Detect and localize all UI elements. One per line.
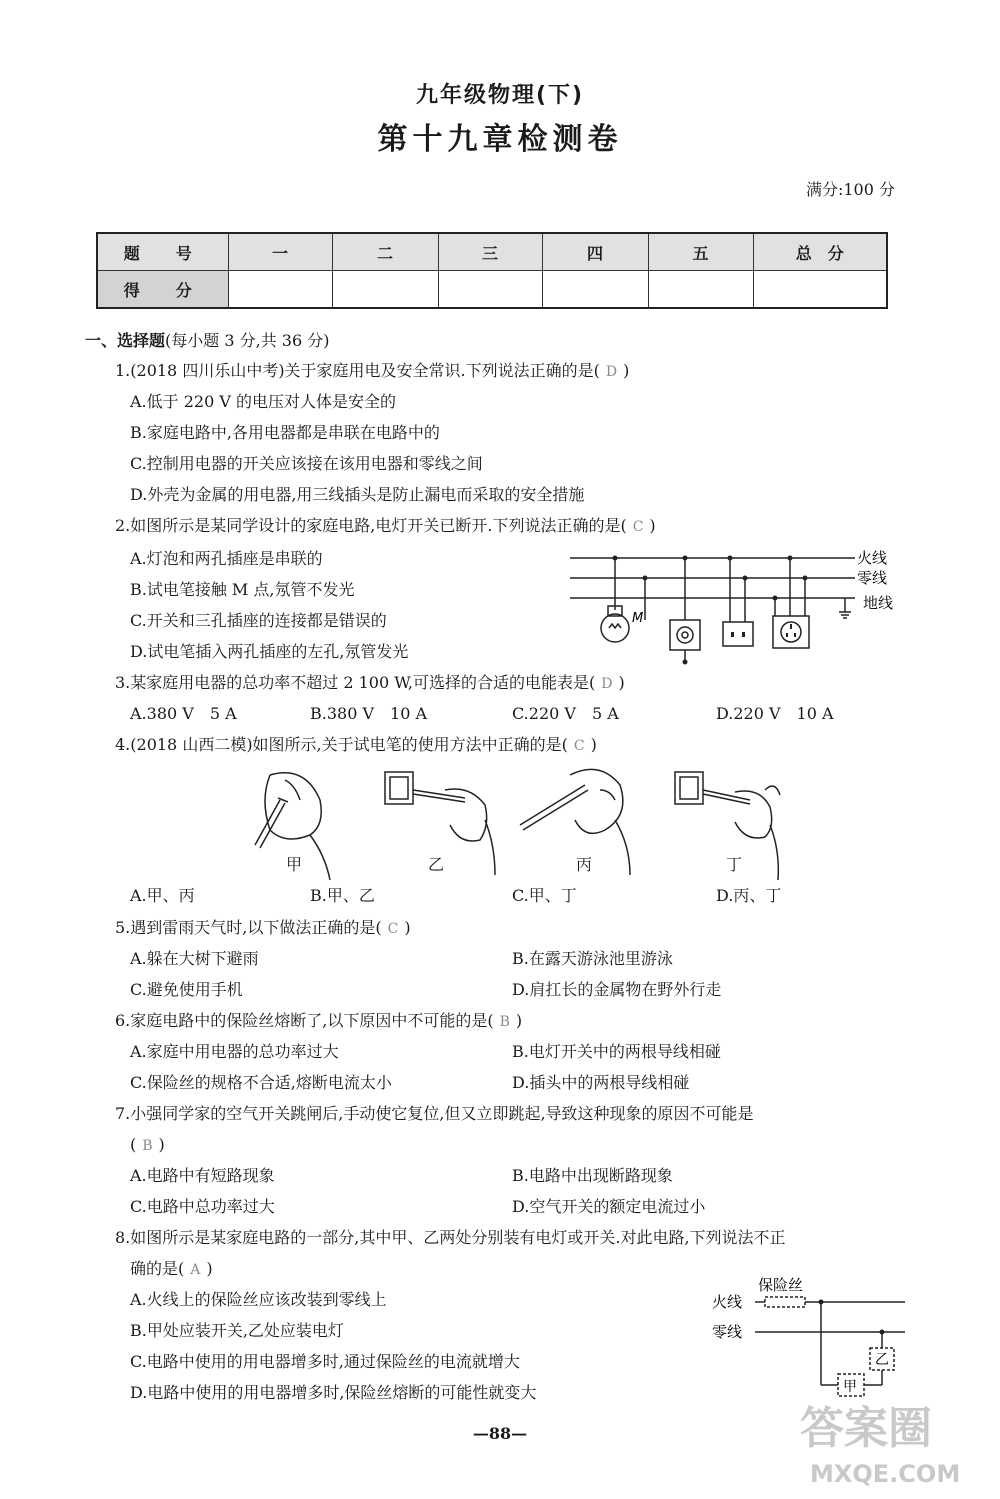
- stem-text: 6.家庭电路中的保险丝熔断了,以下原因中不可能的是(: [115, 1011, 494, 1030]
- option-d: D.电路中使用的用电器增多时,保险丝熔断的可能性就变大: [130, 1383, 537, 1402]
- answer-mark: B: [499, 1014, 510, 1030]
- household-circuit-figure: [560, 540, 910, 670]
- score-table-cell: 五: [648, 233, 753, 271]
- option-c: C.开关和三孔插座的连接都是错误的: [130, 611, 387, 630]
- score-table-cell: [228, 271, 332, 309]
- stem-close: ): [618, 673, 625, 692]
- score-table-cell: 四: [542, 233, 648, 271]
- option-a: A.灯泡和两孔插座是串联的: [130, 549, 323, 568]
- answer-mark: C: [632, 519, 644, 535]
- score-table-cell: [648, 271, 753, 309]
- stem-text: 5.遇到雷雨天气时,以下做法正确的是(: [115, 918, 382, 937]
- option-b: B.试电笔接触 M 点,氖管不发光: [130, 580, 355, 599]
- score-table-score-row: [97, 271, 887, 309]
- watermark-logo: [800, 1400, 990, 1490]
- figure-label-ding: 丁: [726, 855, 743, 874]
- score-table-cell: [753, 271, 887, 309]
- answer-mark: D: [605, 364, 618, 380]
- section-header: [85, 331, 329, 351]
- paper-subtitle: 九年级物理(下): [415, 83, 585, 108]
- live-wire-label: 火线: [712, 1293, 743, 1311]
- stem-text: 1.(2018 四川乐山中考)关于家庭用电及安全常识.下列说法正确的是(: [115, 361, 600, 380]
- fuse-circuit-figure: [700, 1270, 910, 1400]
- figure-label-bing: 丙: [576, 855, 593, 874]
- option-a: A.家庭中用电器的总功率过大: [130, 1042, 339, 1061]
- option-c: C.避免使用手机: [130, 980, 243, 999]
- figure-label-jia: 甲: [286, 855, 303, 874]
- option-b: B.甲处应装开关,乙处应装电灯: [130, 1321, 344, 1340]
- option-b: B.家庭电路中,各用电器都是串联在电路中的: [130, 423, 440, 442]
- stem-text: 3.某家庭用电器的总功率不超过 2 100 W,可选择的合适的电能表是(: [115, 673, 596, 692]
- stem-close: ): [158, 1135, 165, 1154]
- watermark-text: 答案圈: [800, 1403, 932, 1454]
- pen-illustration-bing: [520, 769, 630, 875]
- option-c: C.电路中使用的用电器增多时,通过保险丝的电流就增大: [130, 1352, 520, 1371]
- score-table: [96, 232, 888, 309]
- score-table-cell: [542, 271, 648, 309]
- score-table-cell: 三: [438, 233, 542, 271]
- stem-close: ): [404, 918, 411, 937]
- question-5-stem: [115, 918, 411, 939]
- option-d: D.插头中的两根导线相碰: [512, 1073, 690, 1092]
- option-a: A.电路中有短路现象: [130, 1166, 275, 1185]
- question-3-stem: [115, 673, 625, 694]
- stem-text: 2.如图所示是某同学设计的家庭电路,电灯开关已断开.下列说法正确的是(: [115, 516, 627, 535]
- option-a: A.甲、丙: [130, 886, 195, 905]
- option-d: D.试电笔插入两孔插座的左孔,氖管发光: [130, 642, 409, 661]
- option-b: B.甲、乙: [310, 886, 375, 905]
- stem-close: ): [515, 1011, 523, 1030]
- option-b: B.电路中出现断路现象: [512, 1166, 673, 1185]
- score-table-cell: 二: [332, 233, 438, 271]
- question-8-stem: 8.如图所示是某家庭电路的一部分,其中甲、乙两处分别装有电灯或开关.对此电路,下列说法不正: [115, 1228, 786, 1247]
- score-table-cell: [438, 271, 542, 309]
- point-m-label: M: [632, 611, 644, 626]
- option-b: B.380 V 10 A: [310, 704, 428, 723]
- stem-close: ): [649, 516, 656, 535]
- paper-title: 第十九章检测卷: [377, 122, 623, 157]
- answer-mark: A: [190, 1262, 201, 1278]
- answer-mark: C: [387, 921, 399, 937]
- option-a: A.火线上的保险丝应该改装到零线上: [130, 1290, 387, 1309]
- fuse-label: 保险丝: [758, 1276, 804, 1294]
- stem-close: ): [206, 1259, 213, 1278]
- score-table-cell: 一: [228, 233, 332, 271]
- option-d: D.肩扛长的金属物在野外行走: [512, 980, 722, 999]
- question-7-answer: [130, 1135, 165, 1156]
- page-number: —88—: [472, 1424, 528, 1443]
- watermark-url: MXQE.COM: [810, 1460, 961, 1488]
- question-7-stem: 7.小强同学家的空气开关跳闸后,手动使它复位,但又立即跳起,导致这种现象的原因不可能是: [115, 1104, 754, 1123]
- option-a: A.380 V 5 A: [130, 704, 237, 723]
- answer-mark: B: [142, 1138, 153, 1154]
- test-pen-usage-figure: [240, 760, 800, 885]
- option-a: A.躲在大树下避雨: [130, 949, 259, 968]
- ground-wire-label: 地线: [863, 594, 894, 612]
- figure-label-yi: 乙: [428, 855, 445, 874]
- option-a: A.低于 220 V 的电压对人体是安全的: [130, 392, 396, 411]
- score-table-header-row: [97, 233, 887, 271]
- live-wire-label: 火线: [857, 549, 888, 567]
- option-d: D.丙、丁: [716, 886, 782, 905]
- neutral-wire-label: 零线: [857, 569, 888, 587]
- section-note: (每小题 3 分,共 36 分): [165, 331, 330, 350]
- stem-text: 确的是(: [130, 1259, 185, 1278]
- option-d: D.220 V 10 A: [716, 704, 834, 723]
- yi-label: 乙: [875, 1352, 889, 1368]
- neutral-wire-label: 零线: [712, 1323, 743, 1341]
- stem-text: 4.(2018 山西二模)如图所示,关于试电笔的使用方法中正确的是(: [115, 735, 568, 754]
- score-table-cell: [332, 271, 438, 309]
- question-6-stem: [115, 1011, 522, 1032]
- option-d: D.空气开关的额定电流过小: [512, 1197, 706, 1216]
- answer-mark: C: [573, 738, 585, 754]
- question-2-stem: [115, 516, 656, 537]
- score-table-cell: 得 分: [97, 271, 228, 309]
- option-b: B.电灯开关中的两根导线相碰: [512, 1042, 721, 1061]
- question-8-stem-cont: [130, 1259, 213, 1280]
- option-d: D.外壳为金属的用电器,用三线插头是防止漏电而采取的安全措施: [130, 485, 585, 504]
- stem-open: (: [130, 1135, 137, 1154]
- option-c: C.保险丝的规格不合适,熔断电流太小: [130, 1073, 392, 1092]
- option-c: C.甲、丁: [512, 886, 577, 905]
- jia-label: 甲: [843, 1379, 857, 1395]
- full-score: 满分:100 分: [805, 180, 895, 199]
- option-b: B.在露天游泳池里游泳: [512, 949, 673, 968]
- score-table-cell: 总 分: [753, 233, 887, 271]
- stem-close: ): [623, 361, 630, 380]
- section-title: 一、选择题: [85, 331, 166, 350]
- stem-close: ): [590, 735, 597, 754]
- answer-mark: D: [601, 676, 613, 692]
- score-table-cell: 题 号: [97, 233, 228, 271]
- question-1-stem: [115, 361, 629, 382]
- question-4-stem: [115, 735, 597, 756]
- option-c: C.电路中总功率过大: [130, 1197, 275, 1216]
- option-c: C.220 V 5 A: [512, 704, 619, 723]
- option-c: C.控制用电器的开关应该接在该用电器和零线之间: [130, 454, 483, 473]
